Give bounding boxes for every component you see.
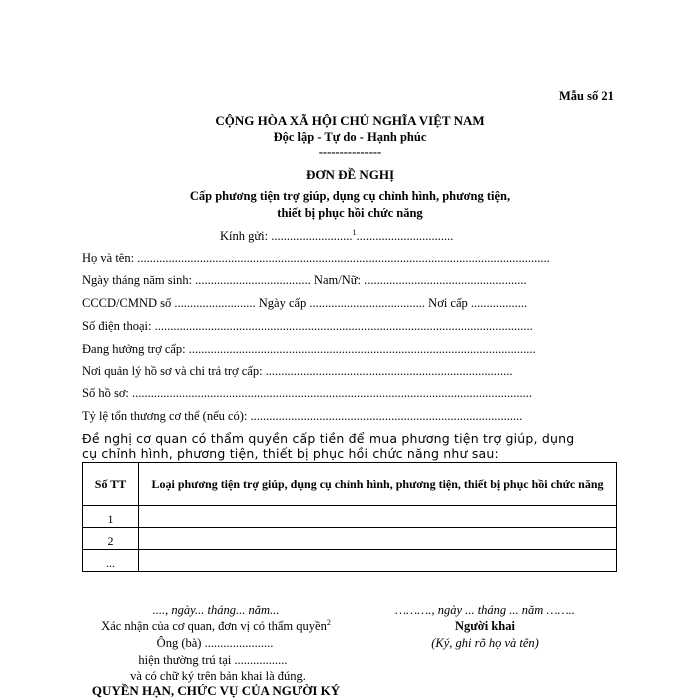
field-manager: Nơi quản lý hồ sơ và chi trả trợ cấp: ............................................................................... — [82, 364, 513, 378]
footnote-2: 2 — [326, 617, 331, 627]
header-no: Số TT — [83, 463, 139, 506]
table-row — [83, 528, 617, 550]
form-title: ĐƠN ĐỀ NGHỊ — [305, 167, 395, 182]
sign-note: (Ký, ghi rõ họ và tên) — [431, 636, 539, 650]
form-subtitle-line1: Cấp phương tiện trợ giúp, dụng cụ chỉnh hình, phương tiện, — [189, 189, 511, 203]
field-file-no: Số hồ sơ: ................................................................................................................................ — [82, 386, 533, 400]
row-no: 1 — [83, 506, 139, 528]
table-header-row — [83, 463, 617, 506]
request-text-line1: Đề nghị cơ quan có thẩm quyền cấp tiền để mua phương tiện trợ giúp, dụng — [82, 431, 575, 446]
table-row — [83, 550, 617, 572]
motto: Độc lập - Tự do - Hạnh phúc — [273, 130, 427, 144]
row-type[interactable] — [139, 506, 617, 528]
field-injury-rate: Tỷ lệ tổn thương cơ thể (nếu có): ....................................................................................... — [82, 409, 523, 423]
field-allowance: Đang hưởng trợ cấp: ............................................................................................................... — [82, 342, 536, 356]
field-name: Họ và tên: .................................................................................................................................... — [82, 251, 550, 265]
addressee — [220, 229, 453, 244]
confirm-label — [85, 619, 347, 634]
row-no: 2 — [83, 528, 139, 550]
table-row — [83, 506, 617, 528]
header-divider: --------------- — [318, 145, 382, 159]
mr-mrs-line: Ông (bà) ...................... — [156, 636, 274, 650]
country-name: CỘNG HÒA XÃ HỘI CHỦ NGHĨA VIỆT NAM — [215, 113, 485, 128]
field-birth: Ngày tháng năm sinh: ..................................... Nam/Nữ: .................................................... — [82, 273, 527, 287]
form-subtitle-line2: thiết bị phục hồi chức năng — [277, 206, 423, 220]
declarant-label: Người khai — [455, 619, 515, 633]
signature-note: và có chữ ký trên bản khai là đúng. — [130, 669, 306, 683]
equipment-table — [82, 462, 617, 572]
footnote-1: 1 — [352, 227, 357, 237]
field-id: CCCD/CMND số .......................... Ngày cấp ..................................... Nơi cấp .................. — [82, 296, 528, 310]
form-code: Mẫu số 21 — [559, 89, 614, 103]
confirm-text: Xác nhận của cơ quan, đơn vị có thẩm quyền — [101, 619, 327, 633]
request-text-line2: cụ chỉnh hình, phương tiện, thiết bị phục hồi chức năng như sau: — [82, 446, 499, 461]
residence-line: hiện thường trú tại ................. — [138, 653, 288, 667]
header-type: Loại phương tiện trợ giúp, dụng cụ chỉnh hình, phương tiện, thiết bị phục hồi chức năng — [139, 463, 617, 506]
right-date: ………., ngày ... tháng ... năm …….. — [395, 603, 575, 617]
addressee-prefix: Kính gửi: .......................... — [220, 229, 353, 243]
left-date: ...., ngày... tháng... năm... — [152, 603, 280, 617]
addressee-suffix: ............................... — [356, 229, 454, 243]
row-type[interactable] — [139, 528, 617, 550]
row-type[interactable] — [139, 550, 617, 572]
authority-title: QUYỀN HẠN, CHỨC VỤ CỦA NGƯỜI KÝ — [91, 683, 341, 698]
field-phone: Số điện thoại: ......................................................................................................................... — [82, 319, 533, 333]
row-no: ... — [83, 550, 139, 572]
